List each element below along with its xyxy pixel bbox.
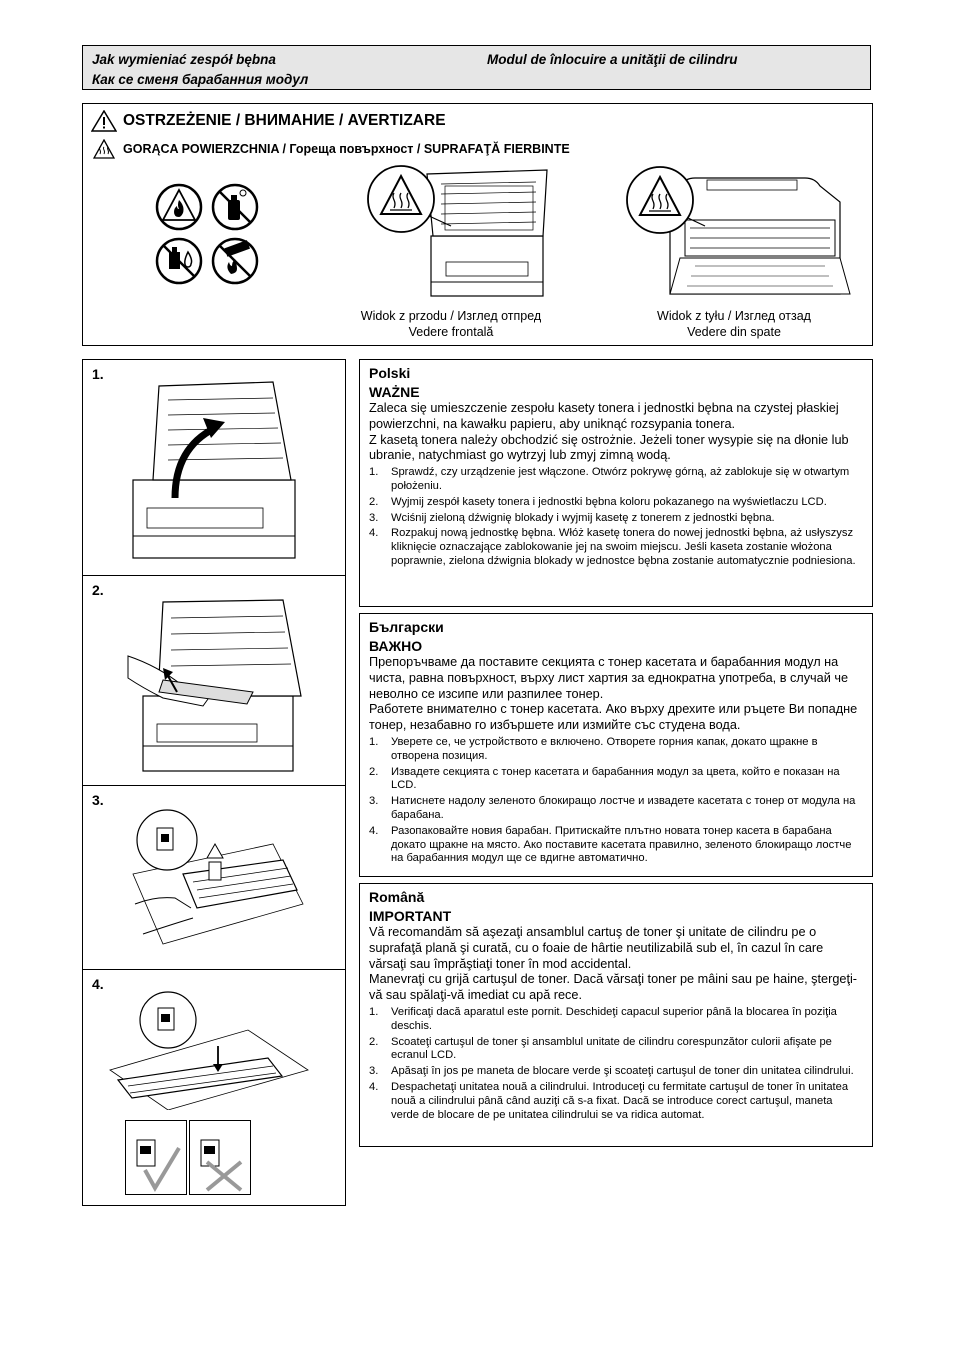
step-3 [83, 786, 345, 970]
instruction-list [369, 1006, 863, 1122]
item-number: 4. [369, 1080, 379, 1093]
list-item [369, 527, 863, 568]
instruction-list [369, 736, 863, 866]
section-paragraph: Vă recomandăm să aşezaţi ansamblul cartuş de toner şi unitate de cilindru pe o suprafaţă plană şi curată, cu o foaie de hârtie neutilizabilă sub el, în cazul în care vărsaţi sau împrăştiaţi toner în mod accidental. [369, 925, 824, 971]
list-item [369, 1065, 863, 1079]
item-number: 2. [369, 1035, 379, 1048]
item-number: 1. [369, 466, 379, 479]
section-paragraph: Z kasetą tonera należy obchodzić się ostrożnie. Jeżeli toner wysypie się na dłonie lub ubranie, natychmiast go wytrzyj lub zmyj zimną wodą. [369, 432, 849, 463]
list-item [369, 1036, 863, 1064]
list-item [369, 1081, 863, 1122]
step-number: 2. [92, 582, 104, 598]
item-text: Scoateţi cartuşul de toner şi ansamblul unitate de cilindru corespunzător culorii afişate pe ecranul LCD. [391, 1035, 832, 1062]
step-4 [83, 970, 345, 1206]
item-text: Sprawdź, czy urządzenie jest włączone. Otwórz pokrywę górną, aż zablokuje się w otwartym położeniu. [391, 466, 850, 492]
item-number: 4. [369, 824, 379, 837]
item-text: Натиснете надолу зеленото блокиращо лостче и извадете касетата с тонер от модула на барабана. [391, 795, 856, 821]
item-text: Wciśnij zieloną dźwignię blokady i wyjmij kasetę z tonerem z jednostki bębna. [391, 511, 775, 524]
warning-title: OSTRZEŻENIE / ВНИМАНИЕ / AVERTIZARE [123, 112, 446, 129]
step-3-lever-illustration [123, 804, 313, 966]
printer-rear-illustration [625, 166, 855, 300]
safety-prohibition-icons [155, 182, 263, 286]
list-item [369, 466, 863, 494]
instruction-list [369, 466, 863, 569]
section-language: Română [369, 889, 425, 905]
no-incinerate-icon [213, 239, 257, 283]
list-item [369, 1006, 863, 1034]
no-spray-icon [213, 185, 257, 229]
step-number: 3. [92, 792, 104, 808]
item-text: Извадете секцията с тонер касетата и барабанния модул за цвета, който е показан на LCD. [391, 765, 840, 792]
item-number: 4. [369, 527, 379, 540]
section-language: Български [369, 619, 444, 635]
step-1 [83, 360, 345, 576]
hot-surface-icon [93, 139, 115, 159]
section-language: Polski [369, 365, 411, 381]
list-item [369, 825, 863, 866]
step-2 [83, 576, 345, 786]
item-number: 3. [369, 511, 379, 524]
step-1-open-cover-illustration [123, 380, 313, 568]
section-polish [359, 359, 873, 607]
list-item [369, 766, 863, 794]
item-text: Rozpakuj nową jednostkę bębna. Włóż kasetę tonera do nowej jednostki bębna, aż usłyszysz kliknięcie oznaczające zablokowanie jej na swoim miejscu. Jeśli kaseta zostanie włożona poprawnie, zielona dźwignia blokady w jednostce bębna zostanie automatycznie podniesiona. [391, 527, 856, 567]
section-heading: ВАЖНО [369, 638, 423, 654]
section-paragraph: Zaleca się umieszczenie zespołu kasety tonera i jednostki bębna na czystej płaskiej powierzchni, na kawałku papieru, aby uniknąć rozsypania tonera. [369, 401, 839, 431]
item-number: 1. [369, 1005, 379, 1018]
section-bulgarian [359, 613, 873, 877]
item-number: 3. [369, 795, 379, 808]
front-caption-line1: Widok z przodu / Изглед отпред [360, 309, 542, 323]
section-heading: IMPORTANT [369, 908, 452, 924]
item-text: Wyjmij zespół kasety tonera i jednostki bębna koloru pokazanego na wyświetlaczu LCD. [391, 495, 827, 508]
list-item [369, 736, 863, 764]
no-liquid-icon [157, 239, 201, 283]
item-text: Despachetaţi unitatea nouă a cilindrului. Introduceţi cu fermitate cartuşul de toner în unitatea nouă a cilindrului până când auziţi că s-a fixat. Dacă se introduce corect cartuşul, maneta verde de blocare de pe unitatea cilindrului se va ridica automat. [391, 1080, 849, 1121]
rear-caption-line1: Widok z tyłu / Изглед отзад [657, 309, 811, 323]
list-item [369, 512, 863, 526]
list-item [369, 496, 863, 510]
item-text: Apăsaţi în jos pe maneta de blocare verde şi scoateţi cartuşul de toner din unitatea cilindrului. [391, 1065, 854, 1078]
page-header [82, 45, 871, 90]
item-text: Уверете се, че устройството е включено. Отворете горния капак, докато щракне в отворена позиция. [391, 735, 818, 762]
section-heading: WAŻNE [369, 384, 420, 400]
warning-subtitle: GORĄCA POWIERZCHNIA / Гореща повърхност / SUPRAFAŢĂ FIERBINTE [123, 142, 570, 156]
title-bulgarian: Как се сменя барабанния модул [92, 72, 309, 87]
no-fire-icon [157, 185, 201, 229]
rear-view-caption [624, 308, 844, 340]
list-item [369, 795, 863, 823]
printer-front-illustration [361, 164, 571, 300]
title-romanian: Modul de înlocuire a unităţii de cilindru [487, 52, 738, 67]
section-paragraph: Препоръчваме да поставите секцията с тонер касетата и барабанния модул на чиста, равна повърхност, върху лист хартия за еднократна употреба, в случай че неволно се изсипе или разпилее тонер. [369, 655, 848, 701]
title-polish: Jak wymieniać zespół bębna [92, 52, 276, 67]
item-text: Разопаковайте новия барабан. Притискайте плътно новата тонер касета в барабана докато щракне на място. Ако поставите касетата правилно, зеленото блокиращо лостче на барабанния модул ще се вдигне автоматично. [391, 824, 852, 865]
correct-position-illustration [125, 1120, 187, 1195]
section-paragraph: Manevraţi cu grijă cartuşul de toner. Dacă vărsaţi toner pe mâini sau pe haine, ştergeţi-vă sau spălaţi-vă imediat cu apă rece. [369, 972, 858, 1003]
steps-column [82, 359, 346, 1206]
item-number: 3. [369, 1065, 379, 1078]
front-view-caption [341, 308, 561, 340]
warning-box [82, 103, 873, 346]
item-number: 2. [369, 495, 379, 508]
item-text: Verificaţi dacă aparatul este pornit. Deschideţi capacul superior până la blocarea în poziţia deschis. [391, 1005, 837, 1032]
section-romanian [359, 883, 873, 1147]
incorrect-position-illustration [189, 1120, 251, 1195]
rear-caption-line2: Vedere din spate [687, 325, 781, 339]
warning-triangle-icon [91, 110, 117, 132]
front-caption-line2: Vedere frontală [408, 325, 494, 339]
step-4-insert-illustration [108, 990, 318, 1110]
step-2-remove-unit-illustration [123, 596, 313, 781]
section-paragraph: Работете внимателно с тонер касетата. Ако върху дрехите или ръцете Ви попадне тонер, незабавно го избършете или измийте със студена вода. [369, 702, 858, 733]
step-number: 1. [92, 366, 104, 382]
step-number: 4. [92, 976, 104, 992]
item-number: 2. [369, 765, 379, 778]
item-number: 1. [369, 735, 379, 748]
